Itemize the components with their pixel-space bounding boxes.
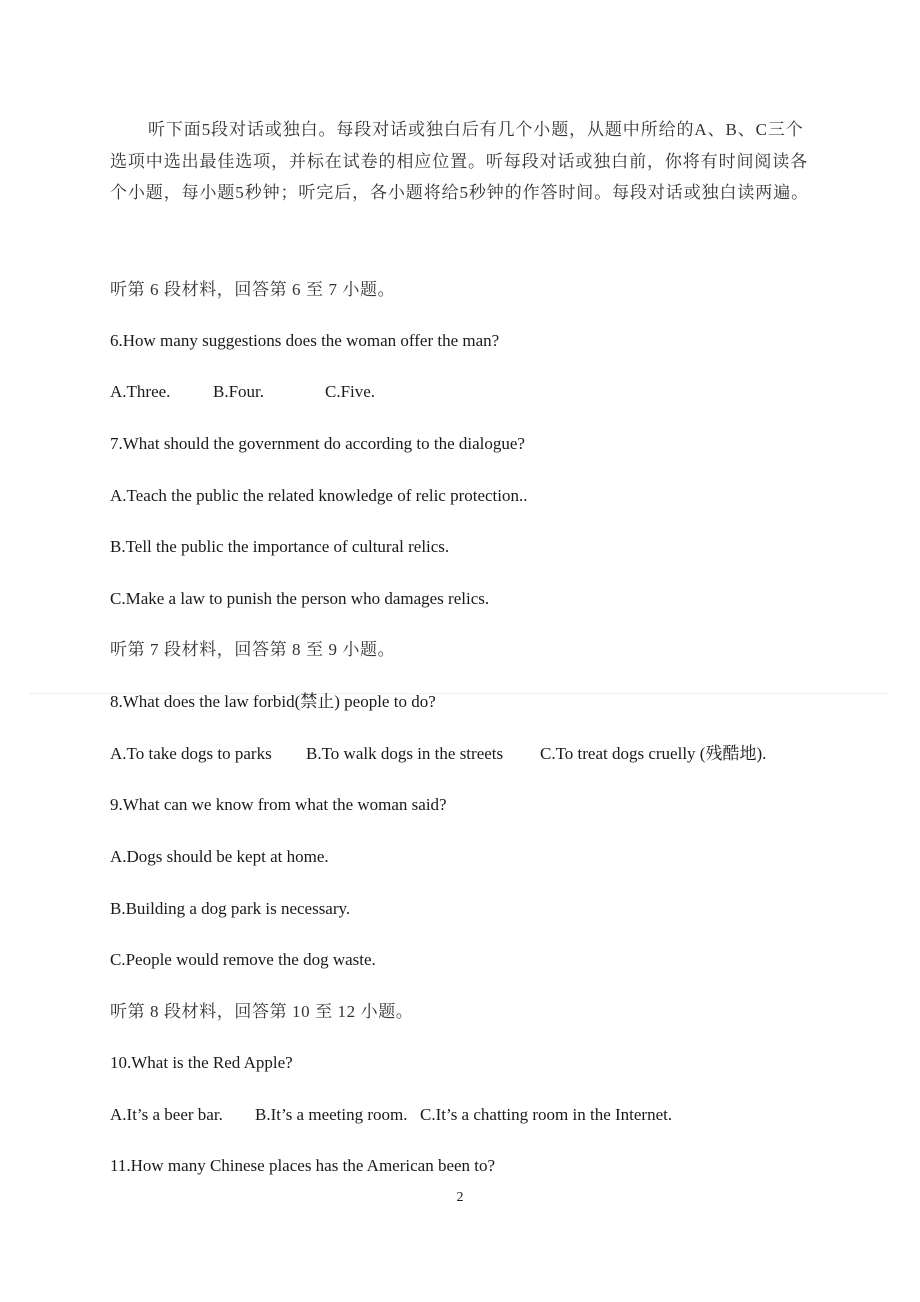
option-a: A.To take dogs to parks (110, 744, 272, 763)
question-10: 10.What is the Red Apple? (110, 1053, 293, 1072)
option-c: C.Make a law to punish the person who damages relics. (110, 589, 490, 608)
option-c: C.It’s a chatting room in the Internet. (420, 1105, 673, 1124)
section-heading-7: 听第 7 段材料，回答第 8 至 9 小题。 (110, 640, 396, 659)
option-b: B.To walk dogs in the streets (306, 744, 504, 763)
option-b: B.Tell the public the importance of cultural relics. (110, 537, 450, 556)
option-a: A.It’s a beer bar. (110, 1105, 223, 1124)
section-heading-6: 听第 6 段材料，回答第 6 至 7 小题。 (110, 280, 396, 299)
page-number: 2 (456, 1190, 464, 1205)
option-b: B.It’s a meeting room. (255, 1105, 408, 1124)
option-c: C.Five. (325, 382, 376, 401)
option-c: C.To treat dogs cruelly (残酷地). (540, 744, 767, 763)
section-heading-8: 听第 8 段材料，回答第 10 至 12 小题。 (110, 1002, 414, 1021)
option-b: B.Four. (213, 382, 265, 401)
question-9: 9.What can we know from what the woman said? (110, 795, 447, 814)
option-a: A.Teach the public the related knowledge of relic protection.. (110, 486, 528, 505)
option-a: A.Three. (110, 382, 171, 401)
option-a: A.Dogs should be kept at home. (110, 847, 329, 866)
question-6: 6.How many suggestions does the woman offer the man? (110, 331, 500, 350)
option-c: C.People would remove the dog waste. (110, 950, 376, 969)
question-7: 7.What should the government do according to the dialogue? (110, 434, 525, 453)
option-b: B.Building a dog park is necessary. (110, 899, 351, 918)
instructions-paragraph: 听下面5段对话或独白。每段对话或独白后有几个小题，从题中所给的A、B、C三个选项中选出最佳选项，并标在试卷的相应位置。听每段对话或独白前，你将有时间阅读各个小题，每小题5秒钟；听完后，各小题将给5秒钟的作答时间。每段对话或独白读两遍。 (110, 120, 809, 203)
question-8: 8.What does the law forbid(禁止) people to do? (110, 692, 436, 711)
question-11: 11.How many Chinese places has the American been to? (110, 1156, 496, 1175)
